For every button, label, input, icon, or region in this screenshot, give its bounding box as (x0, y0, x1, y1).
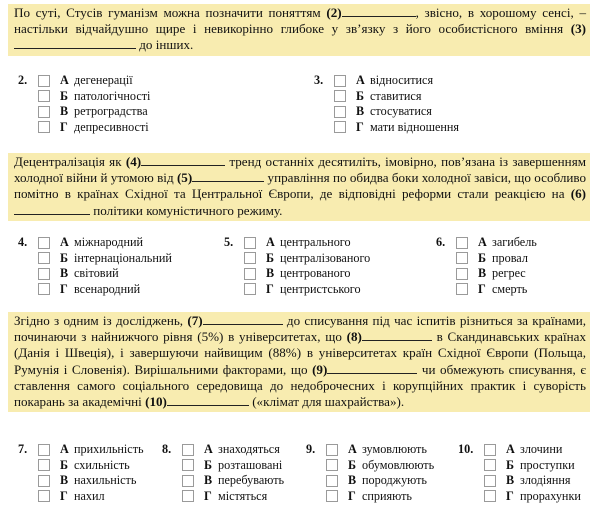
question-number: 3. (314, 73, 324, 87)
option-letter: В (506, 473, 515, 488)
checkbox[interactable] (182, 459, 194, 471)
answer-option[interactable] (326, 442, 434, 458)
checkbox[interactable] (38, 459, 50, 471)
option-text: центрального (280, 235, 351, 250)
option-letter: Г (60, 281, 68, 296)
option-letter: Б (348, 457, 357, 472)
option-letter: В (60, 104, 69, 119)
answer-option[interactable] (456, 266, 537, 282)
answer-option[interactable] (484, 458, 581, 474)
question-number: 10. (458, 442, 474, 456)
passage-text: По суті, Стусів гуманізм можна позначити поняттям (14, 5, 327, 20)
answer-option[interactable] (244, 282, 370, 298)
option-text: провал (492, 250, 528, 265)
option-text: центристського (280, 281, 361, 296)
gap-label: (6) (570, 186, 586, 202)
option-letter: Б (60, 250, 69, 265)
option-text: ретроградства (74, 104, 148, 119)
answer-blank[interactable] (14, 37, 136, 49)
question-number: 9. (306, 442, 316, 456)
passage-text: тренд останніх десятиліть, імовірно, пов’язана із завершенням холодної війни й утомою від (14, 154, 587, 186)
checkbox[interactable] (38, 75, 50, 87)
option-letter: А (60, 235, 69, 250)
answer-blank[interactable] (203, 313, 283, 325)
option-letter: Б (204, 457, 213, 472)
answer-option[interactable] (326, 458, 434, 474)
answer-option[interactable] (244, 266, 370, 282)
option-letter: В (60, 266, 69, 281)
option-text: містяться (218, 488, 268, 503)
answer-option[interactable] (456, 235, 537, 251)
option-text: проступки (520, 457, 575, 472)
checkbox[interactable] (38, 444, 50, 456)
option-text: інтернаціональний (74, 250, 172, 265)
answer-blank[interactable] (141, 154, 225, 166)
option-text: смерть (492, 281, 528, 296)
option-letter: В (60, 473, 69, 488)
answer-blank[interactable] (362, 329, 432, 341)
answer-option[interactable] (244, 235, 370, 251)
answer-option[interactable] (38, 489, 144, 505)
option-letter: Б (478, 250, 487, 265)
option-letter: Б (506, 457, 515, 472)
checkbox[interactable] (244, 237, 256, 249)
checkbox[interactable] (456, 268, 468, 280)
passage-1 (8, 4, 590, 56)
answer-option[interactable] (38, 282, 172, 298)
option-letter: Б (356, 88, 365, 103)
answer-blank[interactable] (167, 394, 249, 406)
answer-option[interactable] (484, 473, 581, 489)
checkbox[interactable] (38, 121, 50, 133)
option-letter: Г (60, 488, 68, 503)
passage-text: чи обмежують списування, є ставлення самого соціального середовища до недоброчесних і корупційних практик і суворість покарань за академічні (14, 361, 586, 410)
option-letter: А (506, 442, 515, 457)
answer-option[interactable] (326, 473, 434, 489)
checkbox[interactable] (334, 121, 346, 133)
passage-2 (8, 153, 590, 221)
checkbox[interactable] (326, 444, 338, 456)
gap-label: (7) (187, 313, 203, 328)
checkbox[interactable] (38, 252, 50, 264)
option-letter: Г (266, 281, 274, 296)
checkbox[interactable] (38, 237, 50, 249)
answer-option[interactable] (38, 120, 150, 136)
checkbox[interactable] (182, 444, 194, 456)
question-number: 4. (18, 235, 28, 249)
passage-text: в Скандинавських країнах (Данія і Швеція), і завершуючи найвищим (88%) в університетах країн Східної Європи (Польща, Румунія і Словенія). Вирішальними факторами, що (14, 329, 586, 377)
checkbox[interactable] (334, 106, 346, 118)
answer-option[interactable] (38, 235, 172, 251)
answer-option[interactable] (456, 282, 537, 298)
checkbox[interactable] (244, 283, 256, 295)
option-text: світовий (74, 266, 119, 281)
checkbox[interactable] (456, 283, 468, 295)
answer-option[interactable] (326, 489, 434, 505)
checkbox[interactable] (182, 490, 194, 502)
answer-option[interactable] (182, 458, 284, 474)
option-text: всенародний (74, 281, 141, 296)
option-letter: А (266, 235, 275, 250)
option-text: загибель (492, 235, 537, 250)
checkbox[interactable] (484, 475, 496, 487)
option-letter: Б (60, 457, 69, 472)
question-number: 2. (18, 73, 28, 87)
option-letter: А (60, 73, 69, 88)
option-letter: В (356, 104, 365, 119)
option-letter: Г (204, 488, 212, 503)
passage-text: («клімат для шахрайства»). (248, 394, 405, 410)
checkbox[interactable] (38, 90, 50, 102)
checkbox[interactable] (244, 268, 256, 280)
checkbox[interactable] (484, 444, 496, 456)
option-text: міжнародний (74, 235, 144, 250)
gap-label: (9) (312, 361, 328, 377)
answer-option[interactable] (182, 442, 284, 458)
option-text: патологічності (74, 88, 151, 103)
gap-label: (4) (125, 154, 142, 169)
checkbox[interactable] (484, 459, 496, 471)
answer-option[interactable] (38, 73, 150, 89)
option-letter: Г (348, 488, 356, 503)
answer-option[interactable] (38, 442, 144, 458)
checkbox[interactable] (456, 252, 468, 264)
option-text: розташовані (218, 457, 283, 472)
checkbox[interactable] (38, 490, 50, 502)
option-text: прихильність (74, 442, 144, 457)
gap-label: (2) (326, 5, 342, 20)
checkbox[interactable] (334, 75, 346, 87)
option-text: централізованого (280, 250, 371, 265)
option-text: депресивності (74, 119, 149, 134)
answer-option[interactable] (456, 251, 537, 267)
question-number: 7. (18, 442, 28, 456)
option-text: дегенерації (74, 73, 133, 88)
option-letter: Г (356, 119, 364, 134)
checkbox[interactable] (484, 490, 496, 502)
option-letter: А (478, 235, 487, 250)
checkbox[interactable] (182, 475, 194, 487)
gap-label: (5) (176, 170, 193, 186)
question-number: 6. (436, 235, 446, 249)
question-number: 8. (162, 442, 172, 456)
checkbox[interactable] (334, 90, 346, 102)
option-letter: Б (266, 250, 275, 265)
option-letter: Б (60, 88, 69, 103)
gap-label: (3) (570, 21, 586, 37)
option-letter: А (204, 442, 213, 457)
option-letter: Г (478, 281, 486, 296)
answer-option[interactable] (484, 489, 581, 505)
answer-option[interactable] (334, 73, 459, 89)
answer-option[interactable] (38, 458, 144, 474)
answer-option[interactable] (182, 489, 284, 505)
answer-blank[interactable] (192, 170, 264, 182)
answer-option[interactable] (334, 89, 459, 105)
checkbox[interactable] (38, 106, 50, 118)
option-text: нахил (74, 488, 105, 503)
option-text: обумовлюють (362, 457, 435, 472)
passage-text: , звісно, в хорошому сенсі, – настільки відчайдушно щире і невикорінно глибоке у зв’язку з його особистісного вміння (14, 5, 586, 37)
option-text: злодіяння (520, 473, 571, 488)
checkbox[interactable] (326, 475, 338, 487)
option-text: знаходяться (218, 442, 280, 457)
answer-option[interactable] (38, 89, 150, 105)
answer-blank[interactable] (327, 362, 417, 374)
answer-option[interactable] (334, 104, 459, 120)
option-text: схильність (74, 457, 130, 472)
option-text: мати відношення (370, 119, 460, 134)
option-letter: Г (60, 119, 68, 134)
answer-option[interactable] (38, 473, 144, 489)
checkbox[interactable] (38, 475, 50, 487)
option-text: перебувають (218, 473, 285, 488)
gap-label: (8) (346, 329, 362, 345)
answer-option[interactable] (182, 473, 284, 489)
question-number: 5. (224, 235, 234, 249)
answer-option[interactable] (484, 442, 581, 458)
answer-blank[interactable] (14, 203, 90, 215)
option-letter: В (478, 266, 487, 281)
option-letter: В (348, 473, 357, 488)
gap-label: (10) (145, 394, 167, 410)
checkbox[interactable] (38, 283, 50, 295)
checkbox[interactable] (244, 252, 256, 264)
answer-option[interactable] (244, 251, 370, 267)
option-text: стосуватися (370, 104, 432, 119)
answer-blank[interactable] (342, 5, 416, 17)
passage-3 (8, 312, 590, 412)
option-letter: А (348, 442, 357, 457)
answer-option[interactable] (38, 251, 172, 267)
option-text: сприяють (362, 488, 412, 503)
passage-text: Згідно з одним із досліджень, (14, 313, 188, 328)
checkbox[interactable] (38, 268, 50, 280)
option-text: регрес (492, 266, 526, 281)
option-text: злочини (520, 442, 563, 457)
option-text: нахильність (74, 473, 137, 488)
answer-option[interactable] (334, 120, 459, 136)
answer-option[interactable] (38, 104, 150, 120)
option-text: породжують (362, 473, 427, 488)
answer-option[interactable] (38, 266, 172, 282)
checkbox[interactable] (326, 459, 338, 471)
option-text: ставитися (370, 88, 422, 103)
option-letter: В (204, 473, 213, 488)
option-text: відноситися (370, 73, 434, 88)
passage-text: Децентралізація як (14, 154, 126, 169)
checkbox[interactable] (456, 237, 468, 249)
passage-text: до списування під час іспитів різниться за країнами, починаючи з найнижчого рівня (5%) в університетах, що (14, 313, 586, 345)
passage-text: політики комуністичного режиму. (90, 202, 283, 218)
passage-text: управління по обидва боки холодної завіси, що особливо помітно в країнах Східної та Центральної Європи, де відповідні реформи стали реакцією на (14, 170, 587, 202)
passage-text: до інших. (136, 37, 194, 53)
option-text: центрованого (280, 266, 351, 281)
option-letter: А (356, 73, 365, 88)
checkbox[interactable] (326, 490, 338, 502)
option-letter: А (60, 442, 69, 457)
option-text: прорахунки (520, 488, 581, 503)
option-text: зумовлюють (362, 442, 427, 457)
option-letter: В (266, 266, 275, 281)
option-letter: Г (506, 488, 514, 503)
